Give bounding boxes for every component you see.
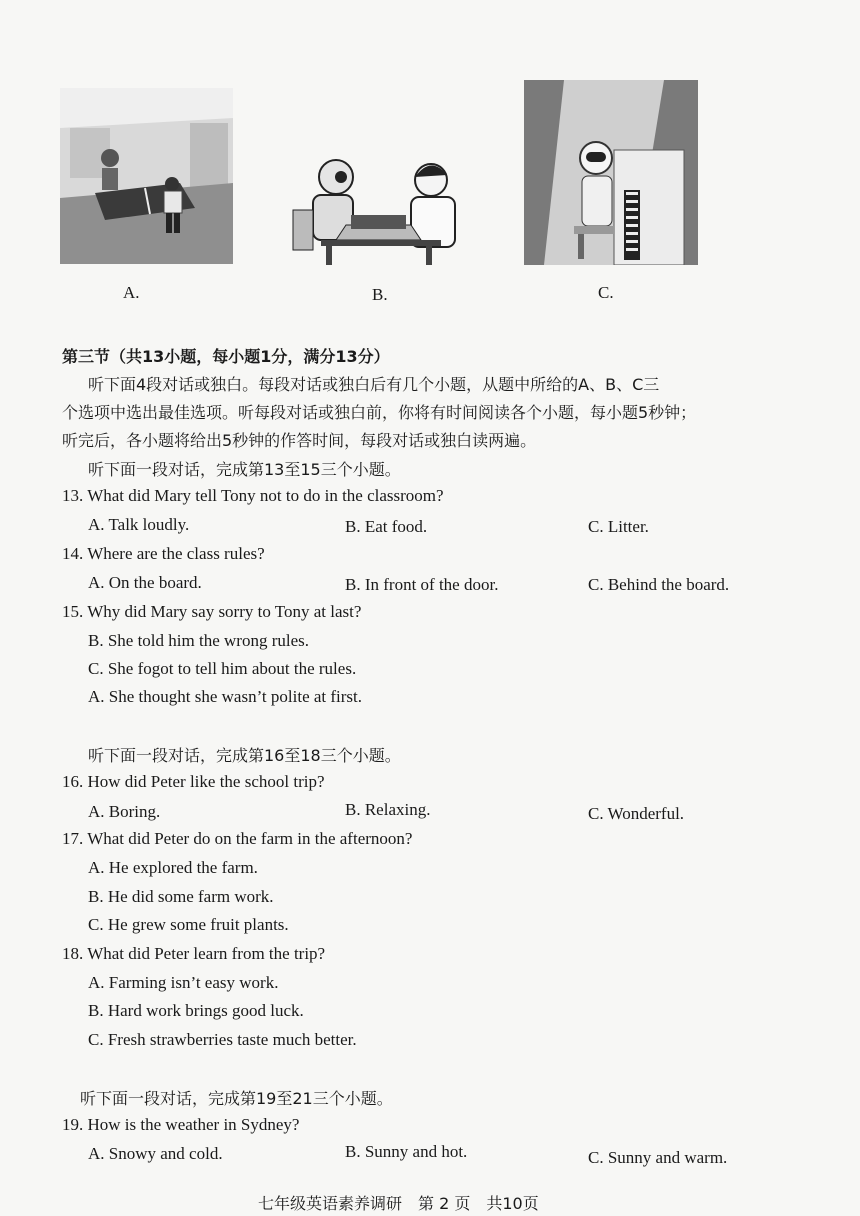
option[interactable]: B. Eat food. — [345, 517, 428, 536]
option[interactable]: B. In front of the door. — [345, 575, 499, 594]
question-19: 19. How is the weather in Sydney? — [62, 1115, 300, 1134]
robot-piano-illustration — [524, 80, 698, 265]
group-intro: 听下面一段对话，完成第16至18三个小题。 — [88, 746, 401, 765]
question-15: 15. Why did Mary say sorry to Tony at last? — [62, 602, 362, 621]
group-intro: 听下面一段对话，完成第19至21三个小题。 — [80, 1089, 393, 1108]
option[interactable]: B. Sunny and hot. — [345, 1142, 468, 1161]
instruction-line-3: 听完后，各小题将给出5秒钟的作答时间，每段对话或独白读两遍。 — [62, 431, 537, 450]
picture-caption-c: C. — [598, 283, 614, 302]
option[interactable]: C. She fogot to tell him about the rules. — [88, 659, 357, 678]
option[interactable]: B. He did some farm work. — [88, 887, 274, 906]
question-13: 13. What did Mary tell Tony not to do in the classroom? — [62, 486, 444, 505]
group-intro: 听下面一段对话，完成第13至15三个小题。 — [88, 460, 401, 479]
option[interactable]: A. Snowy and cold. — [88, 1144, 223, 1163]
question-18: 18. What did Peter learn from the trip? — [62, 944, 326, 963]
option[interactable]: B. She told him the wrong rules. — [88, 631, 309, 650]
picture-c — [524, 80, 698, 265]
question-17: 17. What did Peter do on the farm in the afternoon? — [62, 829, 413, 848]
option[interactable]: C. He grew some fruit plants. — [88, 915, 289, 934]
picture-caption-b: B. — [372, 285, 388, 304]
option[interactable]: A. Farming isn’t easy work. — [88, 973, 279, 992]
option[interactable]: A. He explored the farm. — [88, 858, 258, 877]
instruction-line-2: 个选项中选出最佳选项。听每段对话或独白前，你将有时间阅读各个小题，每小题5秒钟； — [62, 403, 697, 422]
option[interactable]: C. Litter. — [588, 517, 649, 536]
section-title: 第三节（共13小题，每小题1分，满分13分） — [62, 347, 390, 366]
picture-b — [291, 155, 465, 265]
robot-chess-illustration — [291, 155, 465, 265]
option[interactable]: B. Relaxing. — [345, 800, 431, 819]
option[interactable]: C. Behind the board. — [588, 575, 730, 594]
page-footer: 七年级英语素养调研 第 2 页 共10页 — [258, 1194, 539, 1213]
instruction-line-1: 听下面4段对话或独白。每段对话或独白后有几个小题，从题中所给的A、B、C三 — [88, 375, 660, 394]
question-16: 16. How did Peter like the school trip? — [62, 772, 325, 791]
question-14: 14. Where are the class rules? — [62, 544, 265, 563]
option[interactable]: A. Talk loudly. — [88, 515, 190, 534]
option[interactable]: C. Sunny and warm. — [588, 1148, 728, 1167]
option[interactable]: C. Wonderful. — [588, 804, 685, 823]
option[interactable]: A. On the board. — [88, 573, 202, 592]
option[interactable]: A. She thought she wasn’t polite at first. — [88, 687, 363, 706]
picture-caption-a: A. — [123, 283, 140, 302]
picture-a — [60, 88, 233, 264]
option[interactable]: C. Fresh strawberries taste much better. — [88, 1030, 357, 1049]
option[interactable]: A. Boring. — [88, 802, 161, 821]
option[interactable]: B. Hard work brings good luck. — [88, 1001, 304, 1020]
robot-table-tennis-illustration — [60, 88, 233, 264]
